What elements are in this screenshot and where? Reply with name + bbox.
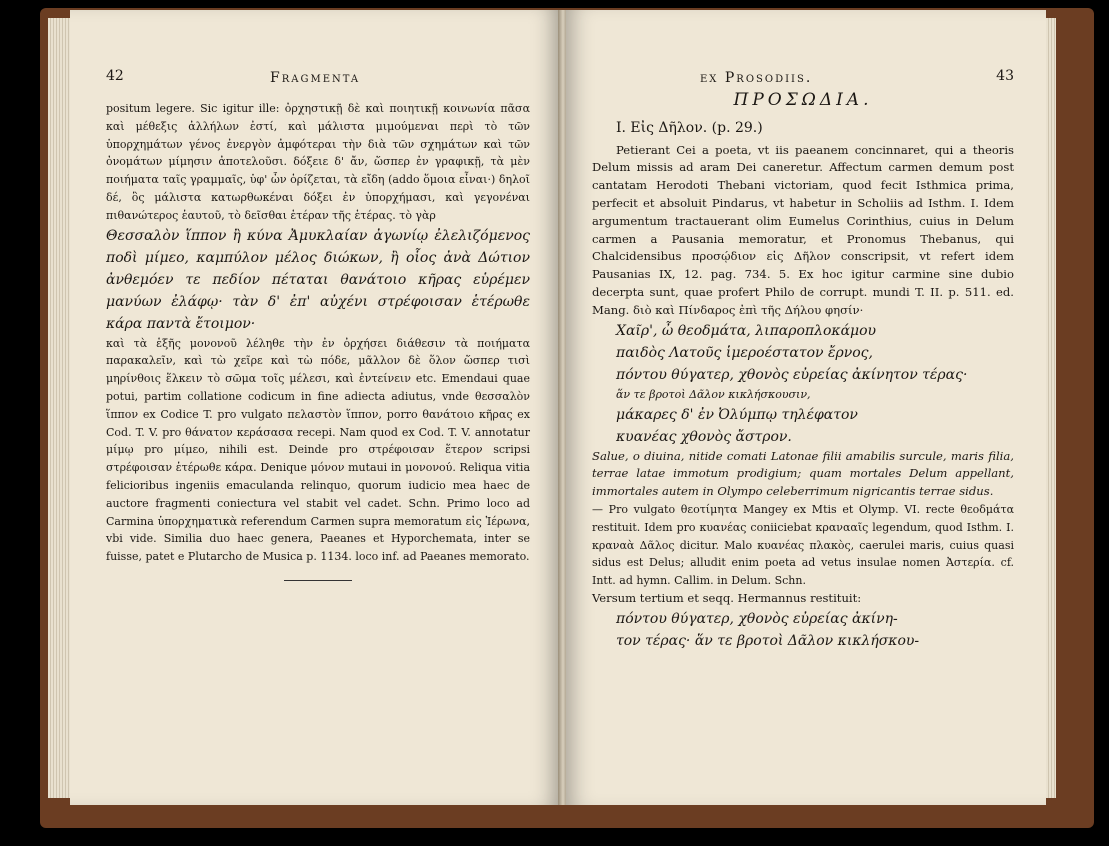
left-page-number: 42 (106, 68, 124, 84)
verse-line: μάκαρες δ' ἐν Ὀλύμπῳ τηλέφατον (616, 406, 858, 423)
verse-line: κυανέας χθονὸς ἄστρον. (616, 428, 792, 445)
verse-line: τον τέρας· ἅν τε βροτοὶ Δᾶλον κικλήσκου- (616, 632, 920, 649)
page-edges-left (48, 18, 70, 798)
right-running-header: ex Prosodiis. (700, 70, 813, 86)
verse-line: Χαῖρ', ὦ θεοδμάτα, λιπαροπλοκάμου (616, 322, 877, 339)
verse-block (616, 320, 1014, 448)
latin-translation: Salue, o diuina, nitide comati Latonae filii amabilis surcule, maris filia, terrae latae immotum prodigium; quam mortales Delum appellant, immortales autem in Olympo celeberrimum nigricantis terrae sidus. (592, 448, 1014, 499)
left-paragraph-1: positum legere. Sic igitur ille: ὀρχηστικῇ δὲ καὶ ποιητικῇ κοινωνία πᾶσα καὶ μέθεξις ἀλλήλων ἐστί, καὶ μάλιστα μιμούμεναι περὶ τὸ τῶν ὑπορχημάτων γένος ἐνεργὸν ἀμφότεραι τὴν διὰ τῶν σχημάτων καὶ τῶν ὀνομάτων μίμησιν ἀποτελοῦσι. δόξειε δ' ἄν, ὥσπερ ἐν γραφικῇ, τὰ μὲν ποιήματα ταῖς γραμμαῖς, ὑφ' ὧν ὁρίζεται, τὰ εἴδη (addo ὅμοια εἶναι·) δηλοῖ δέ, ὃς μάλιστα κατωρθωκέναι δόξει ἐν ὑπορχήμασι, καὶ γεγονέναι πιθανώτερος ἑαυτοῦ, τὸ δεῖσθαι ἑτέραν τῆς ἑτέρας. τὸ γὰρ (106, 102, 530, 222)
right-note-2: Versum tertium et seqq. Hermannus restituit: (592, 590, 862, 605)
right-note-1: — Pro vulgato θεοτίμητα Mangey ex Mtis et Olymp. VI. recte θεοδμάτα restituit. Idem pro κυανέας coniiciebat κρανααῖς legendum, quod Isthm. I. κραναὰ Δᾶλος dicitur. Malo κυανέας πλακὸς, caerulei maris, cuius quasi sidus est Delus; alludit enim poeta ad vetus insulae nomen Ἀστερία. cf. Intt. ad hymn. Callim. in Delum. Schn. (592, 502, 1014, 588)
verse-line: πόντου θύγατερ, χθονὸς εὐρείας ἀκίνη- (616, 610, 898, 627)
verse-line: ἅν τε βροτοὶ Δᾶλον κικλήσκουσιν, (616, 387, 811, 401)
right-page (566, 10, 1046, 805)
left-paragraph-3: καὶ τὰ ἑξῆς μονονοῦ λέληθε τὴν ἐν ὀρχήσει διάθεσιν τὰ ποιήματα παρακαλεῖν, καὶ τὼ χεῖρε καὶ τὼ πόδε, μᾶλλον δὲ ὅλον ὥσπερ τισὶ μηρίνθοις ἕλκειν τὸ σῶμα τοῖς μέλεσι, καὶ ἐντείνειν etc. Emendaui quae potui, partim collatione codicum in fine adiecta adiutus, vnde θεσσαλὸν ἵππον ex Codice T. pro vulgato πελαστὸν ἵππον, porro θανάτοιο κῆρας ex Cod. T. V. pro θάνατον κεράσασα recepi. Nam quod ex Cod. T. V. annotatur μίμῳ pro μίμεο, nihili est. Deinde pro στρέφοισαν ἕτερον scripsi στρέφοισαν ἑτέρωθε κάρα. Denique μόνον mutaui in μονονού. Reliqua vitia felicioribus ingeniis emaculanda relinquo, quorum iudicio mea haec de auctore fragmenti coniectura vel stabit vel cadet. Schn. Primo loco ad Carmina ὑπορχηματικὰ referendum Carmen supra memoratum εἰς Ἱέρωνα, vbi vide. Similia duo haec genera, Paeanes et Hyporchemata, inter se fuisse, patet e Plutarcho de Musica p. 1134. loco inf. ad Paeanes memorato. (106, 336, 530, 564)
left-page (70, 10, 560, 805)
page-edges-right (1046, 18, 1056, 798)
verse-line: παιδὸς Λατοῦς ἱμεροέστατον ἔρνος, (616, 344, 873, 361)
right-paragraph-1: Petierant Cei a poeta, vt iis paeanem concinnaret, qui a theoris Delum missis ad aram Dei caneretur. Affectum carmen demum post cantatam Herodoti Thebani victoriam, quod fecit Isthmica prima, perfecit et absoluit Pindarus, vt habetur in Scholiis ad Isthm. I. Idem argumentum tractauerant olim Eumelus Corinthius, cuius in Delum carmen a Pausania memoratur, et Pronomus Thebanus, qui Chalcidensibus προσῴδιον εἰς Δῆλον conscripsit, vt refert idem Pausanias IX, 12. pag. 734. 5. Ex hoc igitur carmine sine dubio decerpta sunt, quae profert Philo de corrupt. mundi T. II. p. 511. ed. Mang. διὸ καὶ Πίνδαρος ἐπὶ τῆς Δήλου φησίν· (592, 142, 1014, 317)
left-body (106, 100, 530, 581)
right-page-number: 43 (996, 68, 1014, 84)
verse-line: πόντου θύγατερ, χθονὸς εὐρείας ἀκίνητον τέρας· (616, 366, 968, 383)
section-title: ΠΡΟΣΩΔΙΑ. (733, 90, 873, 110)
section-subtitle: I. Εἰς Δῆλον. (p. 29.) (616, 119, 763, 136)
left-running-header: Fragmenta (270, 70, 361, 86)
left-verse-quote: Θεσσαλὸν ἵππον ἢ κύνα Ἀμυκλαίαν ἀγωνίῳ ἐλελιζόμενος ποδὶ μίμεο, καμπύλον μέλος διώκων, ἢ οἷος ἀνὰ Δώτιον ἀνθεμόεν τε πεδίον πέταται θανάτοιο κῆρας εὑρέμεν μανύων ἐλάφῳ· τὰν δ' ἐπ' αὐχένι στρέφοισαν ἑτέρωθε κάρα παντὰ ἔτοιμον· (106, 227, 530, 332)
right-body (592, 92, 1014, 652)
end-rule (284, 580, 352, 581)
